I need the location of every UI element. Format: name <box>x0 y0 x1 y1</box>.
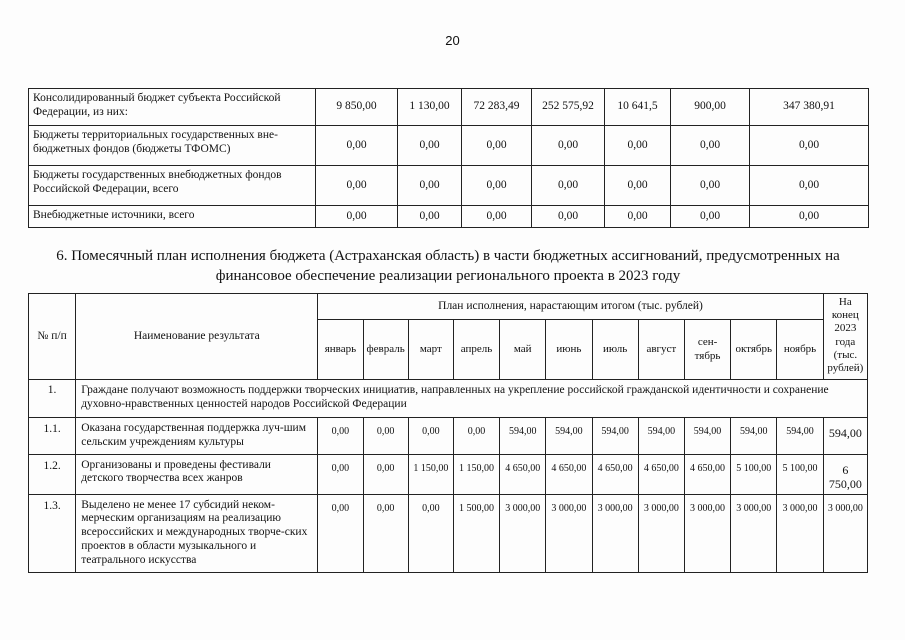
plan-month-value: 3 000,00 <box>731 494 777 572</box>
plan-month-value: 1 150,00 <box>408 454 453 494</box>
header-plan: План исполнения, нарастающим итогом (тыс. рублей) <box>318 294 823 320</box>
budget-value: 0,00 <box>398 206 462 228</box>
budget-row-label: Бюджеты государственных внебюджетных фондов Российской Федерации, всего <box>29 166 316 206</box>
budget-value: 0,00 <box>750 206 869 228</box>
plan-month-value: 594,00 <box>546 418 592 455</box>
budget-value: 0,00 <box>532 166 605 206</box>
plan-row-total: 594,00 <box>823 418 867 455</box>
plan-month-value: 0,00 <box>318 418 363 455</box>
budget-value: 0,00 <box>462 206 532 228</box>
budget-value: 252 575,92 <box>532 89 605 126</box>
budget-value: 0,00 <box>532 126 605 166</box>
plan-month-value: 3 000,00 <box>592 494 638 572</box>
budget-value: 0,00 <box>316 206 398 228</box>
month-header: март <box>408 320 453 380</box>
month-header: май <box>500 320 546 380</box>
plan-row <box>29 494 868 572</box>
header-end-of-year: На конец 2023 года (тыс. рублей) <box>823 294 867 380</box>
budget-value: 10 641,5 <box>605 89 671 126</box>
plan-row-name: Организованы и проведены фестивали детского творчества всех жанров <box>76 454 318 494</box>
month-header: январь <box>318 320 363 380</box>
budget-value: 9 850,00 <box>316 89 398 126</box>
group-text: Граждане получают возможность поддержки творческих инициатив, направленных на укрепление российской гражданской идентичности и сохранение духовно-нравственных ценностей народов Российской Федерации <box>76 380 868 418</box>
budget-value: 0,00 <box>671 206 750 228</box>
plan-month-value: 5 100,00 <box>777 454 823 494</box>
budget-value: 0,00 <box>398 126 462 166</box>
budget-row-label: Бюджеты территориальных государственных вне-бюджетных фондов (бюджеты ТФОМС) <box>29 126 316 166</box>
plan-month-value: 3 000,00 <box>638 494 684 572</box>
header-name: Наименование результата <box>76 294 318 380</box>
budget-value: 1 130,00 <box>398 89 462 126</box>
plan-month-value: 5 100,00 <box>731 454 777 494</box>
plan-row <box>29 454 868 494</box>
plan-row-name: Выделено не менее 17 субсидий неком-мерческим организациям на реализацию всероссийских и международных творче-ских проектов в области музыкального и театрального искусства <box>76 494 318 572</box>
month-header: сен-тябрь <box>684 320 730 380</box>
header-num: № п/п <box>29 294 76 380</box>
month-header: август <box>638 320 684 380</box>
month-header: июнь <box>546 320 592 380</box>
monthly-plan-table <box>28 293 868 573</box>
plan-month-value: 3 000,00 <box>777 494 823 572</box>
plan-row-name: Оказана государственная поддержка луч-шим сельским учреждениям культуры <box>76 418 318 455</box>
plan-month-value: 594,00 <box>684 418 730 455</box>
plan-row-num: 1.1. <box>29 418 76 455</box>
month-header: июль <box>592 320 638 380</box>
budget-row <box>29 206 869 228</box>
page-number: 20 <box>445 33 460 48</box>
budget-value: 900,00 <box>671 89 750 126</box>
plan-row-total: 3 000,00 <box>823 494 867 572</box>
plan-row-total: 6 750,00 <box>823 454 867 494</box>
plan-month-value: 4 650,00 <box>546 454 592 494</box>
plan-month-value: 1 150,00 <box>453 454 499 494</box>
budget-value: 0,00 <box>605 166 671 206</box>
plan-month-value: 4 650,00 <box>684 454 730 494</box>
plan-month-value: 0,00 <box>363 494 408 572</box>
month-header: апрель <box>453 320 499 380</box>
plan-month-value: 594,00 <box>731 418 777 455</box>
plan-month-value: 4 650,00 <box>592 454 638 494</box>
budget-sources-table <box>28 88 869 228</box>
budget-value: 347 380,91 <box>750 89 869 126</box>
budget-value: 0,00 <box>605 206 671 228</box>
plan-month-value: 594,00 <box>777 418 823 455</box>
budget-value: 0,00 <box>671 166 750 206</box>
budget-value: 0,00 <box>532 206 605 228</box>
budget-value: 0,00 <box>750 166 869 206</box>
month-header: октябрь <box>731 320 777 380</box>
budget-value: 0,00 <box>750 126 869 166</box>
budget-row <box>29 126 869 166</box>
plan-month-value: 0,00 <box>363 418 408 455</box>
budget-value: 0,00 <box>316 126 398 166</box>
plan-month-value: 3 000,00 <box>500 494 546 572</box>
plan-row-num: 1.3. <box>29 494 76 572</box>
month-header: февраль <box>363 320 408 380</box>
plan-row <box>29 418 868 455</box>
group-num: 1. <box>29 380 76 418</box>
plan-month-value: 3 000,00 <box>546 494 592 572</box>
budget-row <box>29 89 869 126</box>
plan-month-value: 0,00 <box>408 494 453 572</box>
plan-month-value: 594,00 <box>638 418 684 455</box>
month-header: ноябрь <box>777 320 823 380</box>
budget-row-label: Консолидированный бюджет субъекта Российской Федерации, из них: <box>29 89 316 126</box>
plan-row-num: 1.2. <box>29 454 76 494</box>
budget-value: 0,00 <box>316 166 398 206</box>
plan-month-value: 0,00 <box>363 454 408 494</box>
budget-value: 72 283,49 <box>462 89 532 126</box>
budget-row-label: Внебюджетные источники, всего <box>29 206 316 228</box>
budget-value: 0,00 <box>462 126 532 166</box>
budget-value: 0,00 <box>605 126 671 166</box>
plan-month-value: 0,00 <box>453 418 499 455</box>
plan-month-value: 0,00 <box>318 494 363 572</box>
budget-value: 0,00 <box>671 126 750 166</box>
budget-value: 0,00 <box>398 166 462 206</box>
plan-month-value: 594,00 <box>592 418 638 455</box>
plan-month-value: 3 000,00 <box>684 494 730 572</box>
section-heading: 6. Помесячный план исполнения бюджета (Астраханская область) в части бюджетных ассигнований, предусмотренных на финансовое обеспечение реализации регионального проекта в 2023 году <box>56 248 840 285</box>
plan-month-value: 1 500,00 <box>453 494 499 572</box>
budget-row <box>29 166 869 206</box>
budget-value: 0,00 <box>462 166 532 206</box>
plan-month-value: 4 650,00 <box>500 454 546 494</box>
plan-month-value: 0,00 <box>408 418 453 455</box>
plan-month-value: 0,00 <box>318 454 363 494</box>
plan-month-value: 4 650,00 <box>638 454 684 494</box>
plan-month-value: 594,00 <box>500 418 546 455</box>
